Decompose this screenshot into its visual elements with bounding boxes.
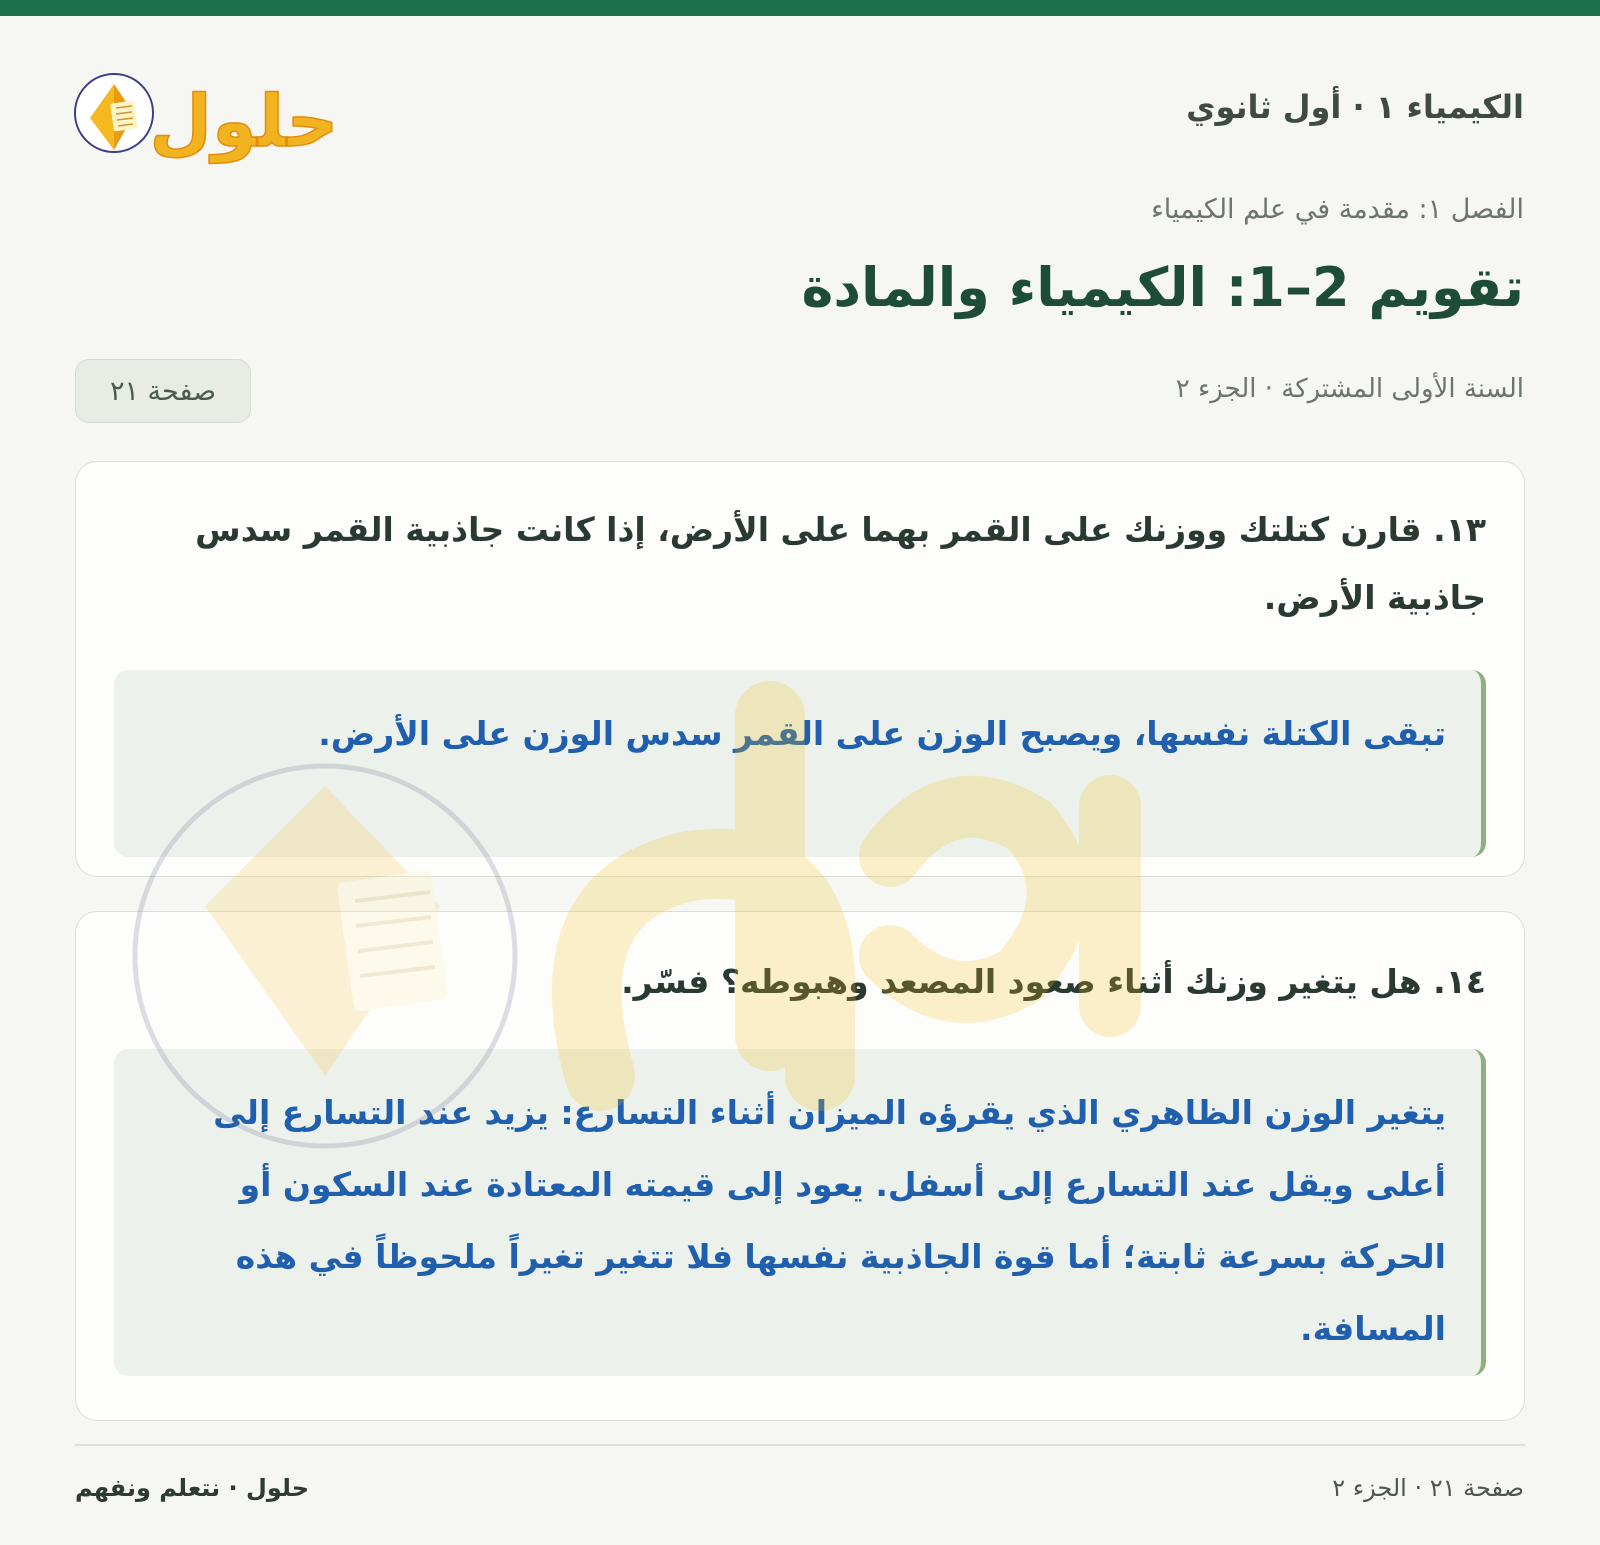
question-card <box>75 911 1525 1421</box>
grade-meta: السنة الأولى المشتركة · الجزء ٢ <box>1175 374 1524 404</box>
footer-brand: حلول · نتعلم ونفهم <box>75 1474 309 1502</box>
top-accent-bar <box>0 0 1600 16</box>
question-card <box>75 461 1525 877</box>
page-title: تقويم 2–1: الكيمياء والمادة <box>801 256 1524 319</box>
logo-icon <box>74 54 334 174</box>
answer-box: يتغير الوزن الظاهري الذي يقرؤه الميزان أثناء التسارع: يزيد عند التسارع إلى أعلى ويقل عند التسارع إلى أسفل. يعود إلى قيمته المعتادة عند السكون أو الحركة بسرعة ثابتة؛ أما قوة الجاذبية نفسها فلا تتغير تغيراً ملحوظاً في هذه المسافة. <box>114 1049 1486 1376</box>
question-text: ١٣. قارن كتلتك ووزنك على القمر بهما على الأرض، إذا كانت جاذبية القمر سدس جاذبية الأرض. <box>195 510 1486 617</box>
subject-title: الكيمياء ١ · أول ثانوي <box>1186 88 1524 126</box>
footer-page-info: صفحة ٢١ · الجزء ٢ <box>1332 1474 1524 1502</box>
question-text: ١٤. هل يتغير وزنك أثناء صعود المصعد وهبوطه؟ فسّر. <box>621 962 1486 1001</box>
page-badge: صفحة ٢١ <box>75 359 251 423</box>
logo-wordmark: حلول <box>149 79 334 163</box>
chapter-label: الفصل ١: مقدمة في علم الكيمياء <box>1151 194 1524 225</box>
answer-box: تبقى الكتلة نفسها، ويصبح الوزن على القمر سدس الوزن على الأرض. <box>114 670 1486 857</box>
page <box>0 16 1600 1545</box>
footer-divider <box>75 1444 1525 1446</box>
hulul-logo <box>74 54 334 174</box>
